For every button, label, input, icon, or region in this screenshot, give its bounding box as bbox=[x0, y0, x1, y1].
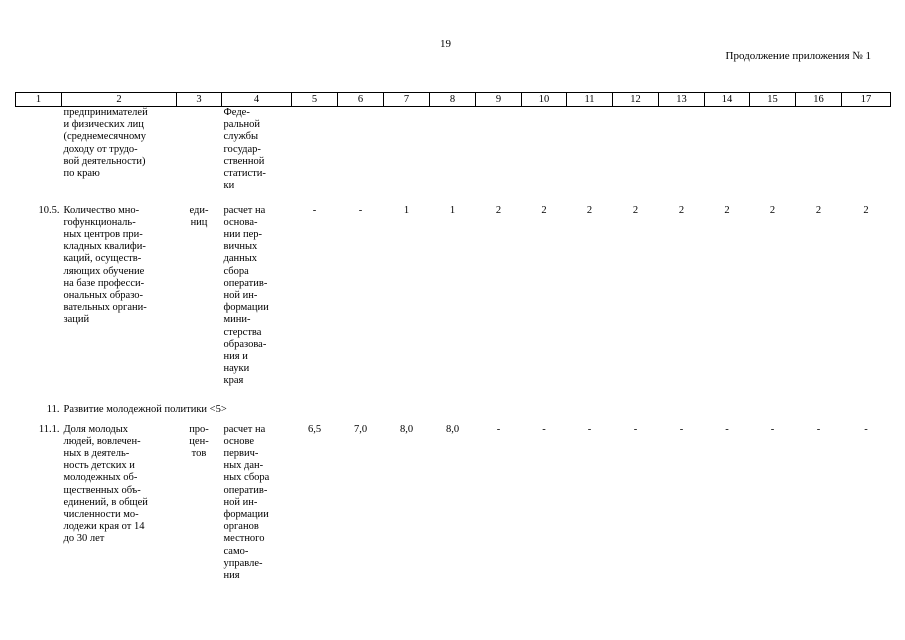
value-cell: - bbox=[725, 423, 729, 435]
row-code bbox=[16, 107, 62, 205]
data-source bbox=[222, 205, 292, 404]
header-cell: 8 bbox=[430, 93, 476, 107]
text-line: ляющих обучение bbox=[63, 265, 145, 277]
value-cell: - bbox=[679, 423, 684, 435]
header-cell: 10 bbox=[522, 93, 567, 107]
text-line: вой деятельности) bbox=[63, 155, 146, 167]
text-line: ональных образо- bbox=[63, 289, 144, 301]
table-row-11-1 bbox=[16, 424, 891, 599]
value-cell: 2 bbox=[586, 204, 593, 216]
value-cell: 1 bbox=[403, 204, 410, 216]
value-cell: 2 bbox=[863, 204, 869, 216]
value-cell: - bbox=[587, 423, 592, 435]
header-cell: 1 bbox=[16, 93, 62, 107]
text-line: управле- bbox=[223, 557, 263, 569]
text-line: мини- bbox=[223, 314, 251, 326]
row-code: 10.5. bbox=[38, 204, 60, 216]
text-line: лодежи края от 14 bbox=[63, 521, 145, 533]
text-line: основа- bbox=[223, 216, 258, 228]
unit bbox=[177, 107, 222, 205]
indicators-table bbox=[15, 92, 891, 599]
text-line: расчет на bbox=[223, 423, 266, 435]
text-line: образова- bbox=[223, 338, 267, 350]
header-cell: 12 bbox=[613, 93, 659, 107]
text-line: вательных органи- bbox=[63, 302, 147, 314]
text-line: стерства bbox=[223, 326, 262, 338]
text-line: до 30 лет bbox=[63, 533, 105, 545]
value-cell: 8,0 bbox=[445, 423, 460, 435]
table-row-11 bbox=[16, 404, 891, 424]
header-cell: 7 bbox=[384, 93, 430, 107]
value-cell: 7,0 bbox=[353, 423, 368, 435]
text-line: формации bbox=[223, 508, 269, 520]
text-line: органов bbox=[223, 521, 259, 533]
text-line: ральной bbox=[223, 119, 261, 131]
value-cell: 2 bbox=[815, 204, 822, 216]
header-cell: 3 bbox=[177, 93, 222, 107]
value-cell: 6,5 bbox=[307, 423, 322, 435]
value-cell: - bbox=[864, 423, 868, 435]
text-line: края bbox=[223, 375, 244, 387]
text-line: ния и bbox=[223, 350, 248, 362]
text-line: ных сбора bbox=[223, 472, 270, 484]
value-cell: 2 bbox=[495, 204, 502, 216]
value-cell: 2 bbox=[541, 204, 547, 216]
value-cell: - bbox=[542, 423, 546, 435]
value-cell: 2 bbox=[678, 204, 685, 216]
header-cell: 15 bbox=[750, 93, 796, 107]
text-line: гофункциональ- bbox=[63, 216, 136, 228]
text-line: Количество мно- bbox=[63, 204, 140, 216]
header-cell: 2 bbox=[62, 93, 177, 107]
text-line: формации bbox=[223, 302, 269, 314]
text-line: ной ин- bbox=[223, 496, 258, 508]
text-line: первич- bbox=[223, 447, 259, 459]
text-line: государ- bbox=[223, 143, 261, 155]
value-cell: 1 bbox=[449, 204, 456, 216]
data-source bbox=[222, 107, 292, 205]
text-line: вичных bbox=[223, 241, 258, 253]
text-line: доходу от трудо- bbox=[63, 143, 138, 155]
text-line: расчет на bbox=[223, 204, 266, 216]
text-line: тов bbox=[191, 447, 207, 459]
value-cell: - bbox=[496, 423, 501, 435]
text-line: ния bbox=[223, 569, 240, 581]
appendix-caption: Продолжение приложения № 1 bbox=[725, 50, 871, 62]
text-line: по краю bbox=[63, 168, 100, 180]
text-line: ственной bbox=[223, 155, 265, 167]
section-title: Развитие молодежной политики <5> bbox=[63, 403, 227, 415]
value-cell: - bbox=[770, 423, 775, 435]
text-line: цен- bbox=[189, 435, 209, 447]
text-line: оператив- bbox=[223, 484, 268, 496]
text-line: предпринимателей bbox=[63, 107, 148, 118]
text-line: науки bbox=[223, 363, 250, 375]
value-cell: 2 bbox=[724, 204, 730, 216]
value-cell: - bbox=[312, 204, 317, 216]
text-line: ных в деятель- bbox=[63, 447, 130, 459]
row-code: 11.1. bbox=[38, 423, 60, 435]
row-code: 11. bbox=[46, 403, 60, 415]
header-cell: 14 bbox=[705, 93, 750, 107]
header-cell: 9 bbox=[476, 93, 522, 107]
page-number: 19 bbox=[440, 38, 451, 50]
value-cell: 2 bbox=[632, 204, 639, 216]
header-cell: 16 bbox=[796, 93, 842, 107]
text-line: про- bbox=[189, 423, 209, 435]
text-line: людей, вовлечен- bbox=[63, 435, 141, 447]
text-line: на базе професси- bbox=[63, 277, 145, 289]
table-row-10-5 bbox=[16, 205, 891, 404]
indicator-name bbox=[62, 424, 177, 599]
text-line: само- bbox=[223, 545, 249, 557]
text-line: каций, осуществ- bbox=[63, 253, 142, 265]
text-line: единений, в общей bbox=[63, 496, 148, 508]
text-line: (среднемесячному bbox=[63, 131, 146, 143]
text-line: Феде- bbox=[223, 107, 250, 118]
text-line: нии пер- bbox=[223, 228, 263, 240]
value-cell: 2 bbox=[769, 204, 776, 216]
text-line: и физических лиц bbox=[63, 119, 144, 131]
text-line: кладных квалифи- bbox=[63, 241, 146, 253]
unit bbox=[177, 205, 222, 404]
value-cell: - bbox=[358, 204, 363, 216]
text-line: сбора bbox=[223, 265, 249, 277]
data-source bbox=[222, 424, 292, 599]
indicator-name bbox=[62, 205, 177, 404]
unit bbox=[177, 424, 222, 599]
text-line: молодежных об- bbox=[63, 472, 138, 484]
text-line: данных bbox=[223, 253, 258, 265]
text-line: статисти- bbox=[223, 168, 266, 180]
value-cell: - bbox=[816, 423, 821, 435]
text-line: Доля молодых bbox=[63, 423, 129, 435]
text-line: ниц bbox=[190, 216, 208, 228]
header-cell: 13 bbox=[659, 93, 705, 107]
header-cell: 11 bbox=[567, 93, 613, 107]
text-line: ки bbox=[223, 180, 235, 192]
header-cell: 17 bbox=[842, 93, 891, 107]
text-line: местного bbox=[223, 533, 265, 545]
text-line: основе bbox=[223, 435, 255, 447]
text-line: ных центров при- bbox=[63, 228, 143, 240]
table-row-continued bbox=[16, 107, 891, 205]
text-line: еди- bbox=[189, 204, 209, 216]
text-line: заций bbox=[63, 314, 90, 326]
value-cell: 8,0 bbox=[399, 423, 414, 435]
value-cell: - bbox=[633, 423, 638, 435]
header-row bbox=[16, 93, 891, 107]
header-cell: 4 bbox=[222, 93, 292, 107]
text-line: оператив- bbox=[223, 277, 268, 289]
text-line: службы bbox=[223, 131, 259, 143]
text-line: ной ин- bbox=[223, 289, 258, 301]
header-cell: 5 bbox=[292, 93, 338, 107]
header-cell: 6 bbox=[338, 93, 384, 107]
indicator-name bbox=[62, 107, 177, 205]
text-line: ных дан- bbox=[223, 460, 264, 472]
text-line: численности мо- bbox=[63, 508, 139, 520]
text-line: щественных объ- bbox=[63, 484, 141, 496]
text-line: ность детских и bbox=[63, 460, 135, 472]
